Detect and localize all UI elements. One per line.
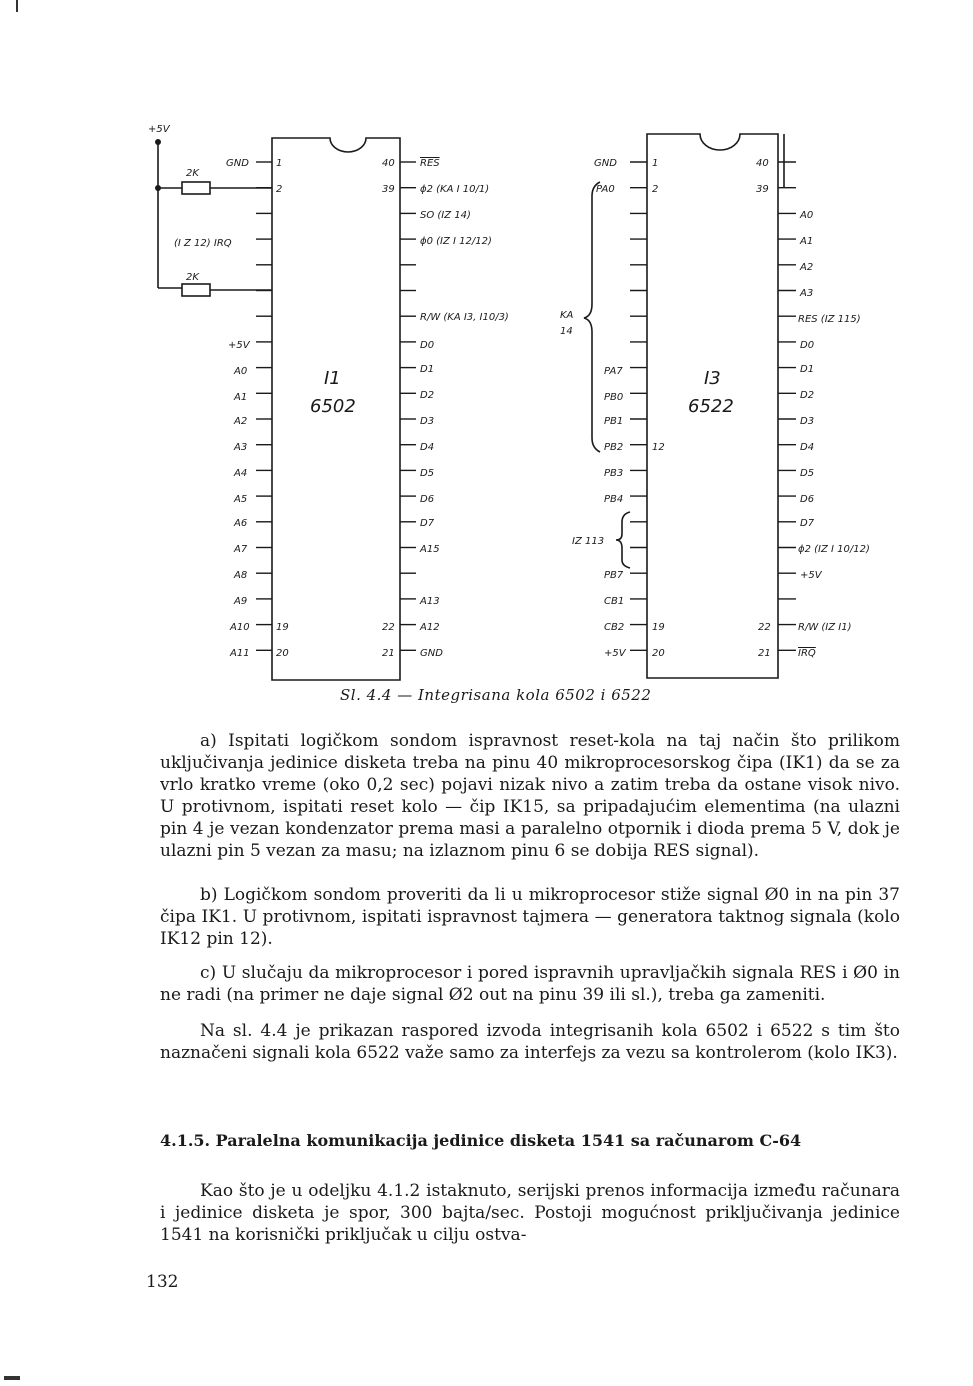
chip3-label-d3: D3	[800, 416, 815, 427]
chip1-label-d3: D3	[420, 416, 435, 427]
chip1-pin-20: 20	[276, 648, 289, 659]
chip3-pin-19: 19	[652, 622, 665, 633]
chip1-label-d2: D2	[420, 390, 435, 401]
chip1-label-d0: D0	[420, 340, 435, 351]
scan-corner-mark	[4, 1376, 20, 1380]
chip1-name: I1	[324, 368, 341, 389]
paragraph-b: b) Logičkom sondom proveriti da li u mikroprocesor stiže signal Ø0 in na pin 37 čipa IK1. U protivnom, ispitati ispravnost tajmera — generatora taktnog signala (kolo IK12 pin 12).	[160, 885, 900, 949]
chip3-pin-21: 21	[758, 648, 771, 659]
section-heading: 4.1.5. Paralelna komunikacija jedinice disketa 1541 sa računarom C-64	[160, 1131, 802, 1150]
chip1-label-irq: (I Z 12) IRQ	[174, 238, 232, 249]
chip3-label-5v: +5V	[604, 648, 626, 659]
chip1-label-gnd: GND	[226, 158, 249, 169]
chip1-number: 6502	[310, 396, 356, 417]
chip3-pin-12: 12	[652, 442, 665, 453]
supply-label: +5V	[148, 124, 170, 135]
chip1-label-phi2: ϕ2 (KA I 10/1)	[420, 184, 490, 195]
chip1-label-a10: A10	[230, 622, 250, 633]
chip1-pin-40: 40	[382, 158, 395, 169]
chip3-pin-39: 39	[756, 184, 769, 195]
chip3-label-gnd: GND	[594, 158, 617, 169]
chip1-label-a9: A9	[234, 596, 248, 607]
chip1-pin-19: 19	[276, 622, 289, 633]
chip3-label-d4: D4	[800, 442, 815, 453]
chip3-label-5v: +5V	[800, 570, 822, 581]
chip3-label-res: RES (IZ 115)	[798, 314, 861, 325]
chip3-label-d5: D5	[800, 468, 815, 479]
chip3-pin-40: 40	[756, 158, 769, 169]
chip1-label-a8: A8	[234, 570, 248, 581]
chip1-label-d6: D6	[420, 494, 435, 505]
chip1-label-d5: D5	[420, 468, 435, 479]
chip1-label-a12: A12	[420, 622, 440, 633]
chip3-label-pa0: PA0	[596, 184, 615, 195]
chip1-label-a6: A6	[234, 518, 248, 529]
chip3-label-d2: D2	[800, 390, 815, 401]
chip1-label-5v: +5V	[228, 340, 250, 351]
chip1-pin-2: 2	[276, 184, 283, 195]
section-paragraph: Kao što je u odeljku 4.1.2 istaknuto, serijski prenos informacija između računara i jedinice disketa je spor, 300 bajta/sec. Postoji mogućnost priključivanja jedinice 1541 na korisnički priključak u cilju ostva-	[160, 1181, 900, 1245]
chip1-label-a1: A1	[234, 392, 248, 403]
chip1-label-d1: D1	[420, 364, 435, 375]
chip1-pin-22: 22	[382, 622, 395, 633]
chip1-label-a7: A7	[234, 544, 248, 555]
chip3-label-pb4: PB4	[604, 494, 624, 505]
paragraph-a: a) Ispitati logičkom sondom ispravnost reset-kola na taj način što prilikom uključivanja jedinice disketa treba na pinu 40 mikroprocesorskog čipa (IK1) da se za vrlo kratko vreme (oko 0,2 sec) pojavi nizak nivo a zatim treba da ostane visok nivo. U protivnom, ispitati reset kolo — čip IK15, sa pripadajućim elementima (na ulazni pin 4 je vezan kondenzator prema masi a paralelno otpornik i dioda prema 5 V, dok je ulazni pin 5 vezan za masu; na izlaznom pinu 6 se dobija RES signal).	[160, 731, 900, 861]
chip1-label-a5: A5	[234, 494, 248, 505]
chip1-label-so: SO (IZ 14)	[420, 210, 471, 221]
chip3-label-pb0: PB0	[604, 392, 624, 403]
resistor2-label: 2K	[186, 272, 199, 283]
chip3-label-a3: A3	[800, 288, 814, 299]
chip1-pin-39: 39	[382, 184, 395, 195]
paragraph-c: c) U slučaju da mikroprocesor i pored ispravnih upravljačkih signala RES i Ø0 in ne radi (na primer ne daje signal Ø2 out na pinu 39 ili sl.), treba ga zameniti.	[160, 963, 900, 1005]
chip1-label-rw: R/W (KA I3, I10/3)	[420, 312, 509, 323]
chip3-label-d6: D6	[800, 494, 815, 505]
chip1-pin-1: 1	[276, 158, 283, 169]
chip1-label-a3: A3	[234, 442, 248, 453]
chip3-label-pa7: PA7	[604, 366, 623, 377]
chip3-label-d7: D7	[800, 518, 815, 529]
chip1-label-a15: A15	[420, 544, 440, 555]
chip3-brace-ka: KA	[560, 310, 574, 321]
chip3-label-d0: D0	[800, 340, 815, 351]
chip1-label-a4: A4	[234, 468, 248, 479]
chip3-label-pb3: PB3	[604, 468, 624, 479]
chip3-brace-ka-num: 14	[560, 326, 573, 337]
chip3-label-rw: R/W (IZ I1)	[798, 622, 852, 633]
chip3-label-pb7: PB7	[604, 570, 624, 581]
chip3-label-d1: D1	[800, 364, 815, 375]
resistor1-label: 2K	[186, 168, 199, 179]
chip3-pin-20: 20	[652, 648, 665, 659]
chip3-label-cb1: CB1	[604, 596, 625, 607]
chip1-label-gnd-right: GND	[420, 648, 443, 659]
page-number: 132	[146, 1272, 179, 1292]
chip1-pin-21: 21	[382, 648, 395, 659]
chip3-pin-22: 22	[758, 622, 771, 633]
chip3-label-phi2: ϕ2 (IZ I 10/12)	[798, 544, 870, 555]
chip3-number: 6522	[688, 396, 734, 417]
chip3-label-a0: A0	[800, 210, 814, 221]
figure-caption: Sl. 4.4 — Integrisana kola 6502 i 6522	[340, 686, 652, 704]
chip1-label-phi0: ϕ0 (IZ I 12/12)	[420, 236, 492, 247]
chip3-label-a1: A1	[800, 236, 814, 247]
chip3-label-a2: A2	[800, 262, 814, 273]
chip1-label-a2: A2	[234, 416, 248, 427]
paragraph-d: Na sl. 4.4 je prikazan raspored izvoda integrisanih kola 6502 i 6522 s tim što naznačeni signali kola 6522 važe samo za interfejs za vezu sa kontrolerom (kolo IK3).	[160, 1021, 900, 1063]
chip1-label-d4: D4	[420, 442, 435, 453]
chip3-pin-1: 1	[652, 158, 659, 169]
chip3-label-irq: IRQ	[798, 648, 816, 659]
chip1-label-a13: A13	[420, 596, 440, 607]
chip3-name: I3	[704, 368, 721, 389]
chip1-label-res: RES	[420, 158, 440, 169]
chip3-pin-2: 2	[652, 184, 659, 195]
chip3-label-pb1: PB1	[604, 416, 624, 427]
chip1-label-a0: A0	[234, 366, 248, 377]
chip1-label-d7: D7	[420, 518, 435, 529]
chip3-label-pb2: PB2	[604, 442, 624, 453]
chip1-label-a11: A11	[230, 648, 250, 659]
chip3-brace-iz: IZ 113	[572, 536, 605, 547]
chip3-label-cb2: CB2	[604, 622, 625, 633]
